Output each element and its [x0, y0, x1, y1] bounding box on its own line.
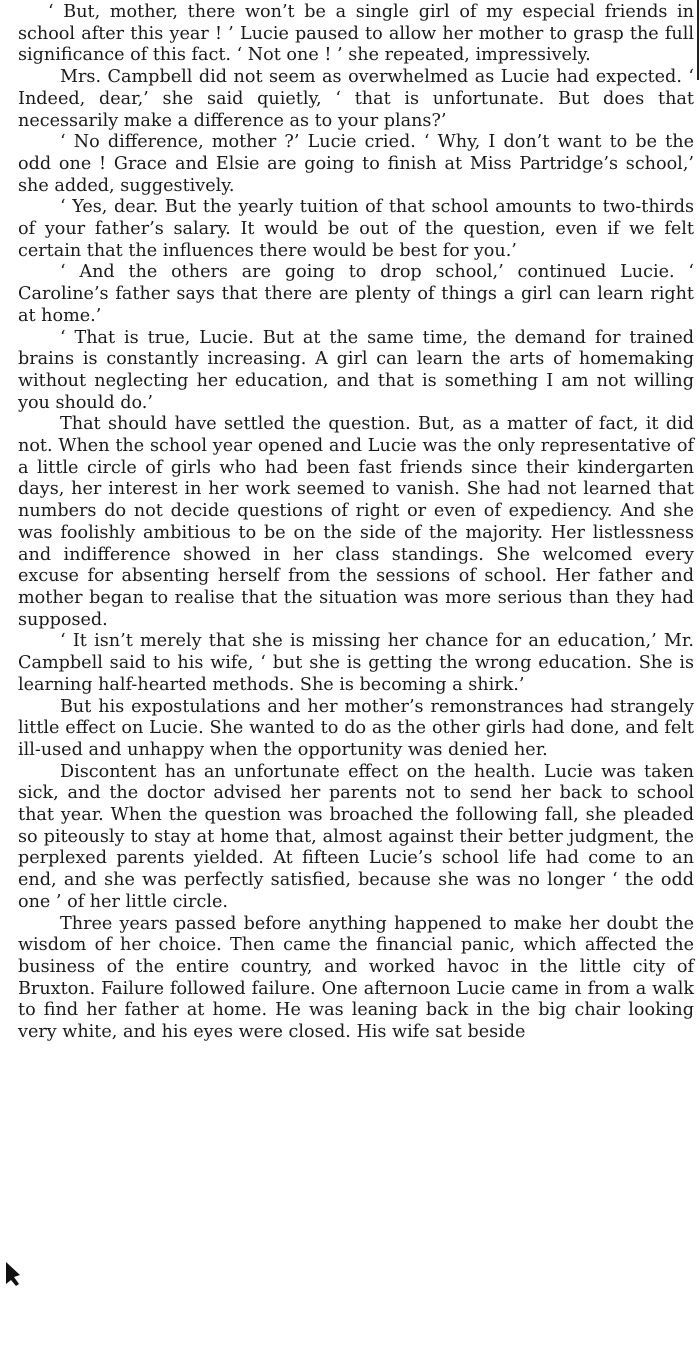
margin-mark-icon [2, 1258, 22, 1288]
paragraph: ‘ Yes, dear. But the yearly tuition of that school amounts to two-thirds of your father’s salary. It would be out of the question, even if we felt certain that the influences there would be best for you.’ [18, 197, 694, 261]
paragraph: ‘ And the others are going to drop school,’ continued Lucie. ‘ Caroline’s father says that there are plenty of things a girl can learn right at home.’ [18, 262, 694, 326]
paragraph: Three years passed before anything happened to make her doubt the wisdom of her choice. Then came the financial panic, which affected the business of the entire country, and worked havoc in the little city of Bruxton. Failure followed failure. One afternoon Lucie came in from a walk to find her father at home. He was leaning back in the big chair looking very white, and his eyes were closed. His wife sat beside [18, 913, 694, 1043]
paragraph: Mrs. Campbell did not seem as overwhelmed as Lucie had expected. ‘ Indeed, dear,’ she said quietly, ‘ that is unfortunate. But does that necessarily make a difference as to your plans?’ [18, 67, 694, 131]
paragraph: That should have settled the question. But, as a matter of fact, it did not. When the school year opened and Lucie was the only representative of a little circle of girls who had been fast friends since their kindergarten days, her interest in her work seemed to vanish. She had not learned that numbers do not decide questions of right or even of expediency. And she was foolishly ambitious to be on the side of the majority. Her listlessness and indifference showed in her class standings. She welcomed every excuse for absenting herself from the sessions of school. Her father and mother began to realise that the situation was more serious than they had supposed. [18, 414, 694, 630]
paragraph: But his expostulations and her mother’s remonstrances had strangely little effect on Lucie. She wanted to do as the other girls had done, and felt ill-used and unhappy when the opportunity was denied her. [18, 696, 694, 760]
page-text [18, 2, 694, 1044]
paragraph: ‘ That is true, Lucie. But at the same time, the demand for trained brains is constantly increasing. A girl can learn the arts of homemaking without neglecting her education, and that is something I am not willing you should do.’ [18, 327, 694, 413]
paragraph: ‘ No difference, mother ?’ Lucie cried. ‘ Why, I don’t want to be the odd one ! Grace and Elsie are going to finish at Miss Partridge’s school,’ she added, suggestively. [18, 132, 694, 196]
column-rule [697, 0, 699, 80]
paragraph: ‘ It isn’t merely that she is missing her chance for an education,’ Mr. Campbell said to his wife, ‘ but she is getting the wrong education. She is learning half-hearted methods. She is becoming a shirk.’ [18, 631, 694, 695]
paragraph: ‘ But, mother, there won’t be a single girl of my especial friends in school after this year ! ’ Lucie paused to allow her mother to grasp the full significance of this fact. ‘ Not one ! ’ she repeated, impressively. [18, 2, 694, 66]
paragraph: Discontent has an unfortunate effect on the health. Lucie was taken sick, and the doctor advised her parents not to send her back to school that year. When the question was broached the following fall, she pleaded so piteously to stay at home that, almost against their better judgment, the perplexed parents yielded. At fifteen Lucie’s school life had come to an end, and she was perfectly satisfied, because she was no longer ‘ the odd one ’ of her little circle. [18, 761, 694, 912]
